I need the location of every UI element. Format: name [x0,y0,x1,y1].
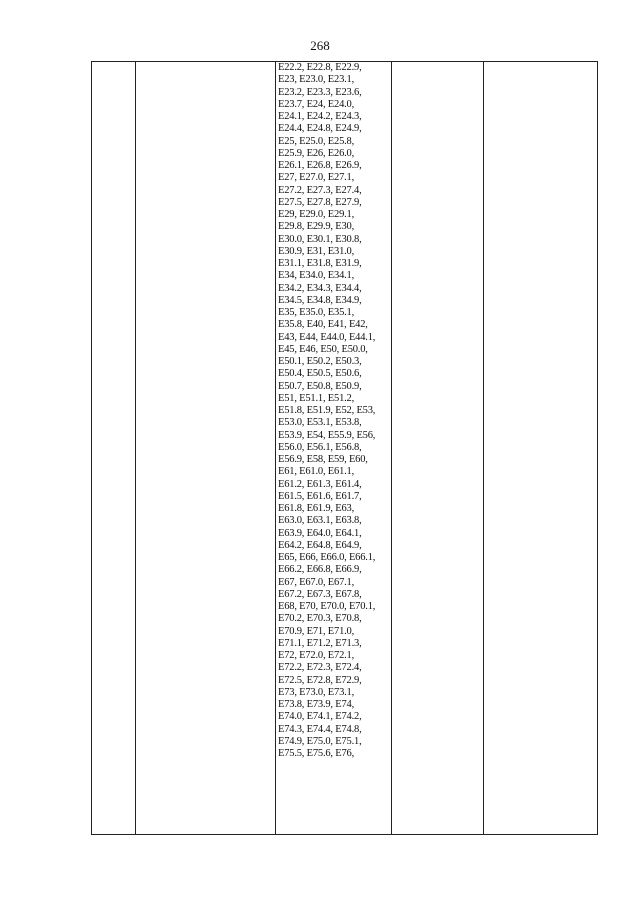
code-line: E53.0, E53.1, E53.8, [278,417,362,429]
code-line: E29, E29.0, E29.1, [278,209,355,220]
code-line: E61.5, E61.6, E61.7, [278,490,362,502]
page-number: 268 [310,38,330,53]
code-line: E74.0, E74.1, E74.2, [278,711,362,723]
code-line: E63.9, E64.0, E64.1, [278,527,362,539]
code-line: E50.7, E50.8, E50.9, [278,380,362,392]
code-line: E63.0, E63.1, E63.8, [278,515,362,527]
code-line: E61, E61.0, E61.1, [278,466,355,478]
code-line: E34.5, E34.8, E34.9, [278,294,362,306]
code-line: E74.3, E74.4, E74.8, [278,723,362,735]
code-line: E73.8, E73.9, E74, [278,699,355,710]
code-line: E61.8, E61.9, E63, [278,503,355,514]
code-line: E27.2, E27.3, E27.4, [278,184,362,196]
code-line: E72, E72.0, E72.1, [278,650,355,661]
code-line: E56.9, E58, E59, E60, [278,454,368,465]
code-line: E27.5, E27.8, E27.9, [278,196,362,208]
code-line: E31.1, E31.8, E31.9, [278,258,362,269]
code-line: E65, E66, E66.0, E66.1, [278,552,376,563]
codes-table [91,61,598,835]
diagnosis-code-list [276,62,391,760]
table-cell-col-1 [92,62,136,835]
table-cell-codes [276,62,392,835]
code-line: E56.0, E56.1, E56.8, [278,441,362,453]
code-line: E53.9, E54, E55.9, E56, [278,429,376,441]
code-line: E51, E51.1, E51.2, [278,392,355,404]
code-line: E67, E67.0, E67.1, [278,576,355,588]
code-line: E75.5, E75.6, E76, [278,748,355,759]
code-line: E24.1, E24.2, E24.3, [278,111,362,122]
code-line: E43, E44, E44.0, E44.1, [278,331,376,343]
code-line: E27, E27.0, E27.1, [278,172,355,184]
table-cell-col-5 [484,62,598,835]
code-line: E70.9, E71, E71.0, [278,625,355,637]
code-line: E35, E35.0, E35.1, [278,307,355,318]
code-line: E72.5, E72.8, E72.9, [278,674,362,686]
code-line: E51.8, E51.9, E52, E53, [278,405,376,416]
code-line: E66.2, E66.8, E66.9, [278,564,362,576]
code-line: E25.9, E26, E26.0, [278,147,355,159]
code-line: E50.1, E50.2, E50.3, [278,356,362,367]
code-line: E35.8, E40, E41, E42, [278,319,368,331]
code-line: E30.9, E31, E31.0, [278,245,355,257]
code-line: E74.9, E75.0, E75.1, [278,735,362,747]
code-line: E68, E70, E70.0, E70.1, [278,601,376,612]
table-cell-col-4 [392,62,484,835]
code-line: E67.2, E67.3, E67.8, [278,588,362,600]
code-line: E23, E23.0, E23.1, [278,74,355,86]
code-line: E70.2, E70.3, E70.8, [278,613,362,625]
code-line: E25, E25.0, E25.8, [278,135,355,147]
code-line: E64.2, E64.8, E64.9, [278,539,362,551]
code-line: E22.2, E22.8, E22.9, [278,62,362,73]
code-line: E23.7, E24, E24.0, [278,98,355,110]
table-cell-col-2 [136,62,276,835]
code-line: E34.2, E34.3, E34.4, [278,282,362,294]
code-line: E29.8, E29.9, E30, [278,221,355,233]
code-line: E73, E73.0, E73.1, [278,686,355,698]
code-line: E72.2, E72.3, E72.4, [278,662,362,674]
code-line: E71.1, E71.2, E71.3, [278,637,362,649]
code-line: E30.0, E30.1, E30.8, [278,233,362,245]
code-line: E34, E34.0, E34.1, [278,270,355,282]
code-line: E61.2, E61.3, E61.4, [278,478,362,490]
code-line: E45, E46, E50, E50.0, [278,343,368,355]
code-line: E23.2, E23.3, E23.6, [278,86,362,98]
code-line: E24.4, E24.8, E24.9, [278,123,362,135]
code-line: E50.4, E50.5, E50.6, [278,368,362,380]
table-row [92,62,598,835]
code-line: E26.1, E26.8, E26.9, [278,160,362,171]
